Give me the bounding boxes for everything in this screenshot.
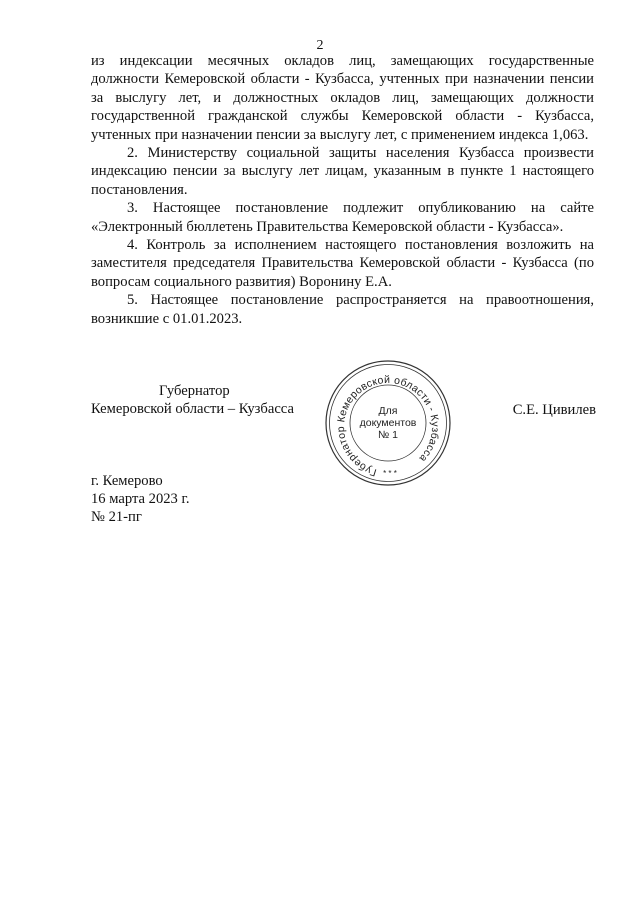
footer-date: 16 марта 2023 г. [91, 491, 190, 508]
paragraph-3: 3. Настоящее постановление подлежит опубликованию на сайте «Электронный бюллетень Правительства Кемеровской области - Кузбасса». [91, 200, 594, 235]
footer-number: № 21-пг [91, 509, 142, 526]
signatory-title [91, 382, 311, 418]
document-footer [91, 472, 189, 527]
stamp-center-line3: № 1 [377, 429, 399, 441]
stamp-stars: * * * [383, 469, 397, 478]
paragraph-5: 5. Настоящее постановление распространяется на правоотношения, возникшие с 01.01.2023. [91, 292, 594, 327]
signatory-title-line2: Кемеровской области – Кузбасса [91, 401, 294, 417]
page-number: 2 [316, 38, 324, 53]
official-stamp [316, 358, 460, 488]
stamp-center-line2: документов [359, 417, 417, 429]
stamp-center-line1: Для [378, 405, 398, 417]
paragraph-2: 2. Министерству социальной защиты населения Кузбасса произвести индексацию пенсии за выслугу лет лицам, указанным в пункте 1 настоящего постановления. [91, 145, 594, 198]
signatory-title-line1: Губернатор [159, 383, 230, 399]
stamp-ring-text: Губернатор Кемеровской области - Кузбасса [334, 373, 442, 479]
footer-city: г. Кемерово [91, 473, 163, 489]
paragraph-1-continuation: из индексации месячных окладов лиц, замещающих государственные должности Кемеровской области - Кузбасса, учтенных при назначении пенсии за выслугу лет, и должностных окладов лиц, замещающих должности государственной гражданской службы Кемеровской области - Кузбасса, учтенных при назначении пенсии за выслугу лет, с применением индекса 1,063. [91, 53, 594, 143]
document-body [91, 52, 594, 328]
paragraph-4: 4. Контроль за исполнением настоящего постановления возложить на заместителя председателя Правительства Кемеровской области - Кузбасса (по вопросам социального развития) Воронину Е.А. [91, 237, 594, 290]
signatory-name: С.Е. Цивилев [512, 402, 596, 418]
